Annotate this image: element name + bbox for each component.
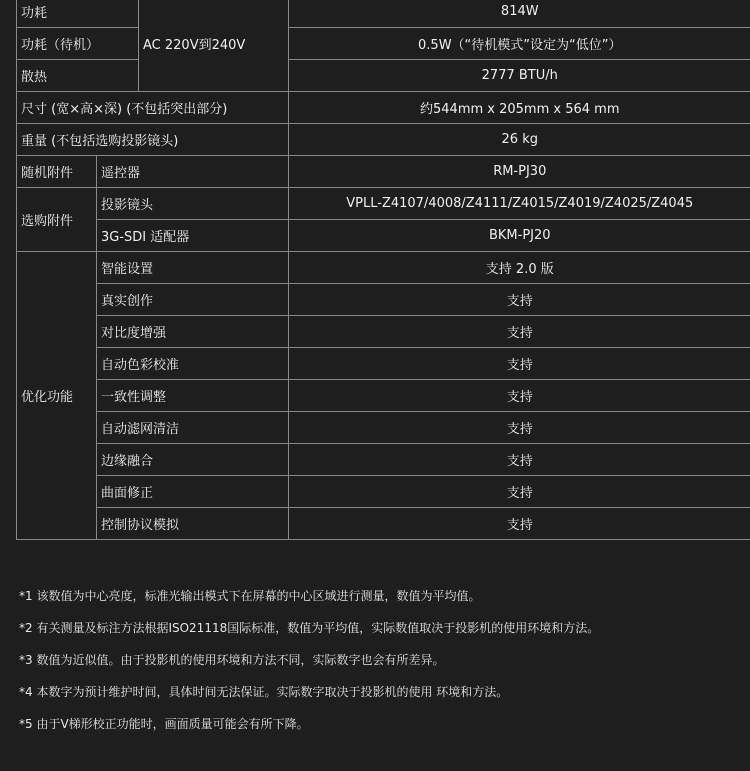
table-row [17, 380, 750, 412]
table-row [17, 476, 750, 508]
standby-power-label: 功耗（待机） [17, 28, 139, 60]
table-row [17, 60, 750, 92]
weight-value: 26 kg [289, 124, 750, 156]
lens-value: VPLL-Z4107/4008/Z4111/Z4015/Z4019/Z4025/Z4045 [289, 188, 750, 220]
footnote: *4 本数字为预计维护时间，具体时间无法保证。实际数字取决于投影机的使用 环境和方法。 [19, 685, 509, 699]
feature-item: 自动滤网清洁 [97, 412, 289, 444]
feature-support: 支持 [289, 476, 750, 508]
table-row [17, 28, 750, 60]
remote-value: RM-PJ30 [289, 156, 750, 188]
lens-label: 投影镜头 [97, 188, 289, 220]
dimensions-label: 尺寸 (宽×高×深) (不包括突出部分) [17, 92, 289, 124]
table-row [17, 316, 750, 348]
table-row [17, 252, 750, 284]
table-row [17, 444, 750, 476]
feature-item: 真实创作 [97, 284, 289, 316]
table-row [17, 156, 750, 188]
sdi-adapter-label: 3G-SDI 适配器 [97, 220, 289, 252]
feature-support: 支持 [289, 348, 750, 380]
heat-value: 2777 BTU/h [289, 60, 750, 92]
feature-support: 支持 2.0 版 [289, 252, 750, 284]
table-row [17, 124, 750, 156]
footnote: *2 有关测量及标注方法根据ISO21118国际标准，数值为平均值，实际数值取决于投影机的使用环境和方法。 [19, 621, 600, 635]
table-row [17, 0, 750, 28]
table-row [17, 284, 750, 316]
feature-item: 智能设置 [97, 252, 289, 284]
power-supply-cell: AC 220V到240V [139, 0, 289, 92]
spec-table [16, 0, 750, 540]
weight-label: 重量 (不包括选购投影镜头) [17, 124, 289, 156]
table-row [17, 348, 750, 380]
table-row [17, 92, 750, 124]
feature-item: 一致性调整 [97, 380, 289, 412]
feature-support: 支持 [289, 508, 750, 540]
table-row [17, 508, 750, 540]
sdi-adapter-value: BKM-PJ20 [289, 220, 750, 252]
dimensions-value: 约544mm x 205mm x 564 mm [289, 92, 750, 124]
feature-support: 支持 [289, 380, 750, 412]
feature-support: 支持 [289, 316, 750, 348]
feature-item: 边缘融合 [97, 444, 289, 476]
heat-label: 散热 [17, 60, 139, 92]
feature-item: 对比度增强 [97, 316, 289, 348]
feature-item: 控制协议模拟 [97, 508, 289, 540]
feature-support: 支持 [289, 412, 750, 444]
footnote: *5 由于V梯形校正功能时，画面质量可能会有所下降。 [19, 717, 309, 731]
feature-support: 支持 [289, 284, 750, 316]
footnote: *1 该数值为中心亮度，标准光输出模式下在屏幕的中心区域进行测量，数值为平均值。 [19, 589, 481, 603]
remote-label: 遥控器 [97, 156, 289, 188]
supplied-accessories-label: 随机附件 [17, 156, 97, 188]
feature-support: 支持 [289, 444, 750, 476]
optional-accessories-label: 选购附件 [17, 188, 97, 252]
table-row [17, 188, 750, 220]
power-value: 814W [289, 0, 750, 28]
table-row [17, 220, 750, 252]
table-row [17, 412, 750, 444]
standby-power-value: 0.5W（“待机模式”设定为“低位”） [289, 28, 750, 60]
footnote: *3 数值为近似值。由于投影机的使用环境和方法不同，实际数字也会有所差异。 [19, 653, 445, 667]
feature-item: 自动色彩校准 [97, 348, 289, 380]
footnotes [19, 584, 739, 744]
feature-item: 曲面修正 [97, 476, 289, 508]
power-label: 功耗 [17, 0, 139, 28]
features-label: 优化功能 [17, 252, 97, 540]
